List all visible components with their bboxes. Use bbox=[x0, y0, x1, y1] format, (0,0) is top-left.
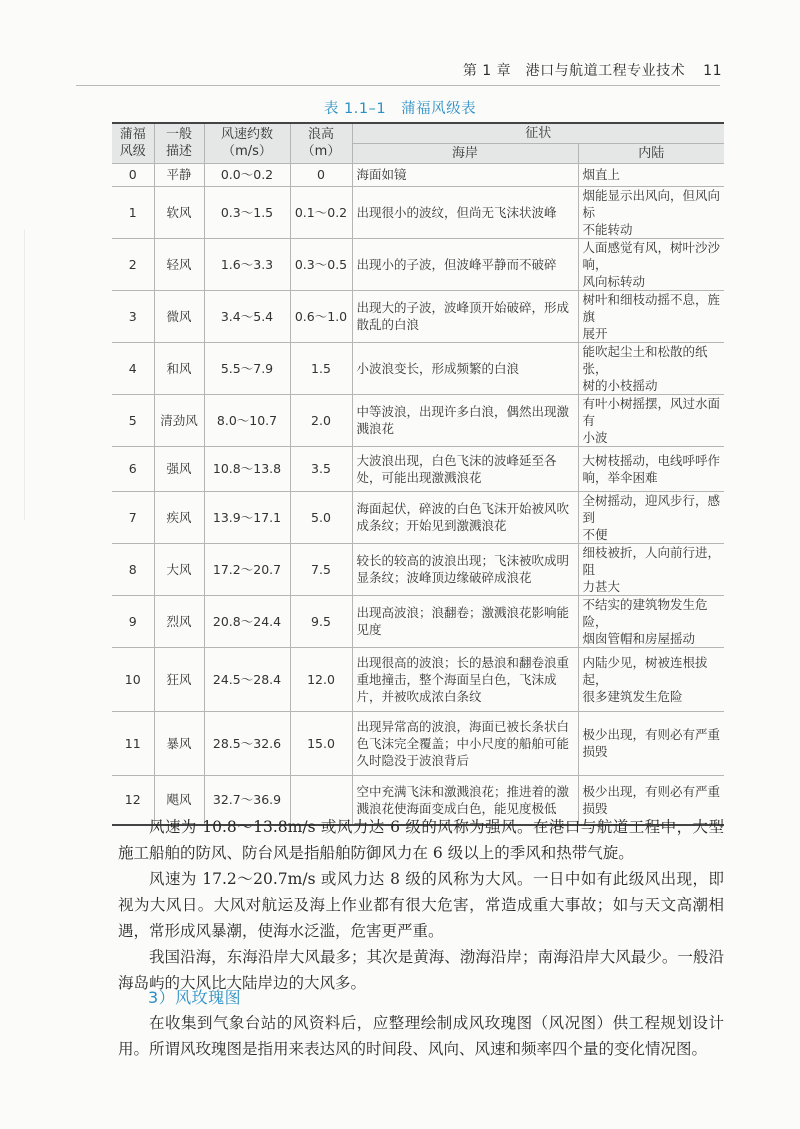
header-level: 蒲福 风级 bbox=[112, 123, 154, 163]
table-row: 2 轻风 1.6～3.3 0.3～0.5 出现小的子波，但波峰平静而不破碎 人面感觉有风，树叶沙沙响， 风向标转动 bbox=[112, 238, 724, 290]
paragraph-wind-rose: 在收集到气象台站的风资料后，应整理绘制成风玫瑰图（风况图）供工程规划设计用。所谓风玫瑰图是指用来表达风的时间段、风向、风速和频率四个量的变化情况图。 bbox=[118, 1014, 724, 1058]
table-row: 11 暴风 28.5～32.6 15.0 出现异常高的波浪，海面已被长条状白 色飞沫完全覆盖；中小尺度的船舶可能 久时隐没于波浪背后 极少出现，有则必有严重 损毁 bbox=[112, 711, 724, 775]
page-number: 11 bbox=[703, 63, 722, 79]
header-land: 内陆 bbox=[578, 143, 724, 163]
table-row: 10 狂风 24.5～28.4 12.0 出现很高的波浪；长的悬浪和翻卷浪重 重地撞击，整个海面呈白色，飞沫成 片，并被吹成浓白条纹 内陆少见，树被连根拔起， 很多建筑发生危险 bbox=[112, 647, 724, 711]
table-row: 12 飓风 32.7～36.9 空中充满飞沫和激溅浪花；推进着的激 溅浪花使海面变成白色，能见度极低 极少出现，有则必有严重 损毁 bbox=[112, 775, 724, 825]
header-coast: 海岸 bbox=[352, 143, 578, 163]
header-signs: 征状 bbox=[352, 123, 724, 143]
table-row: 5 清劲风 8.0～10.7 2.0 中等波浪，出现许多白浪，偶然出现激 溅浪花 有叶小树摇摆，风过水面有 小波 bbox=[112, 394, 724, 446]
section-heading-wind-rose: 3）风玫瑰图 bbox=[148, 988, 242, 1007]
body-paragraph-wind-rose bbox=[118, 1010, 724, 1062]
table-row: 4 和风 5.5～7.9 1.5 小波浪变长，形成频繁的白浪 能吹起尘土和松散的纸张， 树的小枝摇动 bbox=[112, 342, 724, 394]
table-row: 8 大风 17.2～20.7 7.5 较长的较高的波浪出现；飞沫被吹成明 显条纹；波峰顶边缘破碎成浪花 细枝被折，人向前行进，阻 力甚大 bbox=[112, 543, 724, 595]
header-desc: 一般 描述 bbox=[154, 123, 204, 163]
table-row: 6 强风 10.8～13.8 3.5 大波浪出现，白色飞沫的波峰延至各 处，可能出现激溅浪花 大树枝摇动，电线呼呼作 响，举伞困难 bbox=[112, 446, 724, 491]
table-row: 0 平静 0.0～0.2 0 海面如镜 烟直上 bbox=[112, 163, 724, 186]
body-paragraphs bbox=[118, 814, 724, 996]
table-caption: 表 1.1–1 蒲福风级表 bbox=[323, 101, 477, 117]
chapter-title: 第 1 章 港口与航道工程专业技术 bbox=[462, 63, 686, 79]
beaufort-table bbox=[112, 122, 724, 826]
table-row: 7 疾风 13.9～17.1 5.0 海面起伏，碎波的白色飞沫开始被风吹 成条纹；开始见到激溅浪花 全树摇动，迎风步行，感到 不便 bbox=[112, 491, 724, 543]
paragraph-coast-distribution: 我国沿海，东海沿岸大风最多；其次是黄海、渤海沿岸；南海沿岸大风最少。一般沿海岛屿的大风比大陆岸边的大风多。 bbox=[118, 948, 724, 992]
page-margin-line bbox=[24, 230, 25, 520]
header-rule bbox=[76, 85, 720, 86]
paragraph-gale: 风速为 17.2～20.7m/s 或风力达 8 级的风称为大风。一日中如有此级风出现，即视为大风日。大风对航运及海上作业都有很大危害，常造成重大事故；如与天文高潮相遇，常形成风暴潮，使海水泛滥，危害更严重。 bbox=[118, 870, 724, 940]
table-row: 9 烈风 20.8～24.4 9.5 出现高波浪；浪翻卷；激溅浪花影响能 见度 不结实的建筑物发生危险， 烟囱管帽和房屋摇动 bbox=[112, 595, 724, 647]
page-header bbox=[0, 56, 800, 86]
table-row: 3 微风 3.4～5.4 0.6～1.0 出现大的子波，波峰顶开始破碎，形成 散乱的白浪 树叶和细枝动摇不息，旌旗 展开 bbox=[112, 290, 724, 342]
header-speed: 风速约数 （m/s） bbox=[204, 123, 290, 163]
header-wave: 浪高 （m） bbox=[290, 123, 352, 163]
paragraph-strong-wind: 风速为 10.8～13.8m/s 或风力达 6 级的风称为强风。在港口与航道工程中，大型施工船舶的防风、防台风是指船舶防御风力在 6 级以上的季风和热带气旋。 bbox=[118, 818, 724, 862]
table-row: 1 软风 0.3～1.5 0.1～0.2 出现很小的波纹，但尚无飞沫状波峰 烟能显示出风向，但风向标 不能转动 bbox=[112, 186, 724, 238]
running-header bbox=[463, 60, 722, 80]
